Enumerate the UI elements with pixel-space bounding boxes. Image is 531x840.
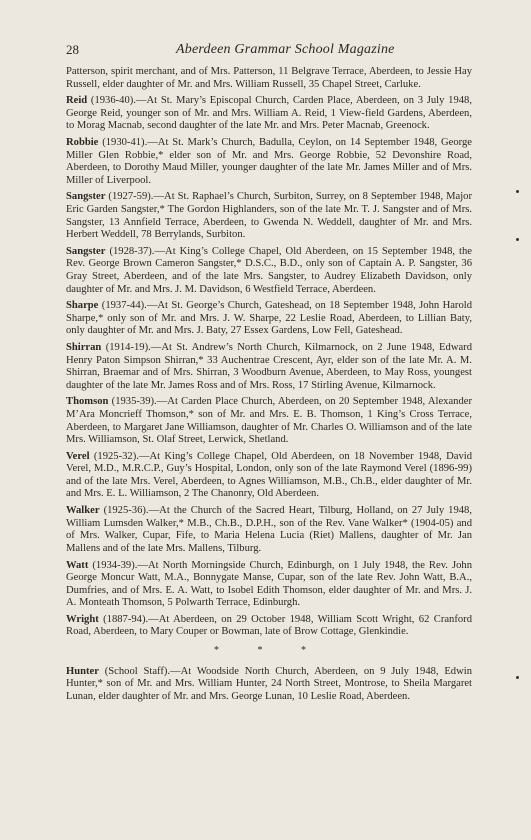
entry-name: Reid [66,95,88,107]
entry-robbie [66,137,472,187]
entry-watt [66,560,472,610]
entry-continuation [66,66,472,91]
entry-text: (1927-59).—At St. Raphael’s Church, Surbiton, Surrey, on 8 September 1948, Major Eric Garden Sangster,* The Gordon Highlanders, son of the late Mr. T. J. Sangster and of Mrs. Sangster, 13 Annfield Terrace, Aberdeen, to Gwenda N. Weddell, daughter of Mr. and Mrs. Herbert Weddell, 78 Berrylands, Surbiton. [66,191,472,241]
entry-name: Walker [66,505,100,517]
entry-reid [66,95,472,133]
marriages-list [66,66,472,707]
entry-sangster-2 [66,246,472,296]
entry-sangster-1 [66,191,472,241]
entry-text: (School Staff).—At Woodside North Church, Aberdeen, on 9 July 1948, Edwin Hunter,* son of Mr. and Mrs. William Hunter, 24 North Street, Montrose, to Sheila Margaret Lunan, elder daughter of Mr. and Mrs. George Lunan, 10 Leslie Road, Aberdeen. [66,665,472,702]
entry-text: (1935-39).—At Carden Place Church, Aberdeen, on 20 September 1948, Alexander M’Ara Moncrieff Thomson,* son of Mr. and Mrs. E. B. Thomson, 1 King’s Cross Terrace, Aberdeen, to Margaret Jane Williamson, daughter of Mr. Charles O. Williamson and of the late Mrs. Williamson, St. Olaf Street, Lerwick, Shetland. [66,396,472,446]
entry-text: (1914-19).—At St. Andrew’s North Church, Kilmarnock, on 2 June 1948, Edward Henry Paton Simpson Shirran,* 33 Auchentrae Crescent, Ayr, elder son of the late Mr. A. M. Shirran, Braemar and of Mrs. Shirran, 3 Woodburn Avenue, Aberdeen, to May Ross, youngest daughter of the late Mr. James Ross and of Mrs. Ross, 17 Stirling Avenue, Kilmarnock. [66,342,472,391]
entry-text: (1887-94).—At Aberdeen, on 29 October 1948, William Scott Wright, 62 Cranford Road, Aberdeen, to Mary Couper or Bowman, late of Brow Cottage, Glenkindie. [66,613,472,638]
entry-name: Wright [66,613,99,625]
entry-text: Patterson, spirit merchant, and of Mrs. Patterson, 11 Belgrave Terrace, Aberdeen, to Jessie Hay Russell, elder daughter of Mr. and Mrs. William Russell, 35 Chapel Street, Carluke. [66,66,472,90]
section-separator: * * * [214,645,324,657]
entry-name: Sangster [66,245,106,257]
entry-wright [66,614,472,639]
entry-thomson [66,396,472,446]
entry-name: Thomson [66,396,109,408]
entry-name: Sharpe [66,300,99,312]
entry-name: Watt [66,559,89,571]
entry-text: (1930-41).—At St. Mark’s Church, Badulla, Ceylon, on 14 September 1948, George Miller Glen Robbie,* elder son of Mr. and Mrs. George Robbie, 52 Devonshire Road, Aberdeen, to Dorothy Maud Miller, younger daughter of the late Mr. James Miller and of Mrs. Miller of Liverpool. [66,137,472,186]
entry-text: (1925-32).—At King’s College Chapel, Old Aberdeen, on 18 November 1948, David Verel, M.D., M.R.C.P., Guy’s Hospital, London, only son of the late Raymond Verel (1896-99) and of the late Mrs. Verel, Aberdeen, to Agnes Williamson, M.B., Ch.B., elder daughter of Mr. and Mrs. E. L. Williamson, 2 The Chanonry, Old Aberdeen. [66,450,472,500]
margin-mark [516,238,519,241]
page-header [66,42,472,62]
entry-text: (1928-37).—At King’s College Chapel, Old Aberdeen, on 15 September 1948, the Rev. George Brown Cameron Sangster,* D.S.C., B.D., only son of Captain A. P. Sangster, 36 Gray Street, Aberdeen, and of the late Mrs. Sangster, to Audrey Elizabeth Davidson, only daughter of Mr. and Mrs. J. M. Davidson, 6 Westfield Terrace, Aberdeen. [66,245,472,295]
entry-text: (1937-44).—At St. George’s Church, Gateshead, on 18 September 1948, John Harold Sharpe,* only son of Mr. and Mrs. J. W. Sharpe, 22 Leslie Road, Aberdeen, to Lillian Baty, only daughter of Mr. and Mrs. J. Baty, 27 Essex Gardens, Low Fell, Gateshead. [66,300,472,337]
entry-name: Hunter [66,665,99,677]
entry-name: Verel [66,450,90,462]
margin-mark [516,676,519,679]
entry-walker [66,505,472,555]
entry-verel [66,451,472,501]
running-title: Aberdeen Grammar School Magazine [176,42,395,57]
entry-text: (1925-36).—At the Church of the Sacred Heart, Tilburg, Holland, on 27 July 1948, William Lumsden Walker,* M.B., Ch.B., D.P.H., son of the Rev. Vane Walker* (1904-05) and of Mrs. Walker, Cupar, Fife, to Maria Helena Lucia (Riet) Mallens, daughter of Mr. Jan Mallens and of the late Mrs. Mallens, Tilburg. [66,505,472,554]
margin-mark [516,190,519,193]
entry-sharpe [66,300,472,338]
entry-name: Sangster [66,191,106,203]
entry-name: Shirran [66,342,102,354]
page-number: 28 [66,42,79,57]
entry-name: Robbie [66,137,99,149]
entry-shirran [66,342,472,392]
entry-hunter [66,666,472,704]
entry-text: (1936-40).—At St. Mary’s Episcopal Church, Carden Place, Aberdeen, on 3 July 1948, George Reid, younger son of Mr. and Mrs. William A. Reid, 1 View-field Gardens, Aberdeen, to Morag Macnab, second daughter of the late Mr. and Mrs. Peter Macnab, Greenock. [66,95,472,132]
entry-text: (1934-39).—At North Morningside Church, Edinburgh, on 1 July 1948, the Rev. John George Moncur Watt, M.A., Bonnygate Manse, Cupar, son of the late Rev. John Watt, B.A., Dumfries, and of Mrs. E. A. Watt, to Isobel Edith Thomson, elder daughter of Mr. and Mrs. J. A. Monteath Thomson, 5 Polwarth Terrace, Edinburgh. [66,559,472,609]
